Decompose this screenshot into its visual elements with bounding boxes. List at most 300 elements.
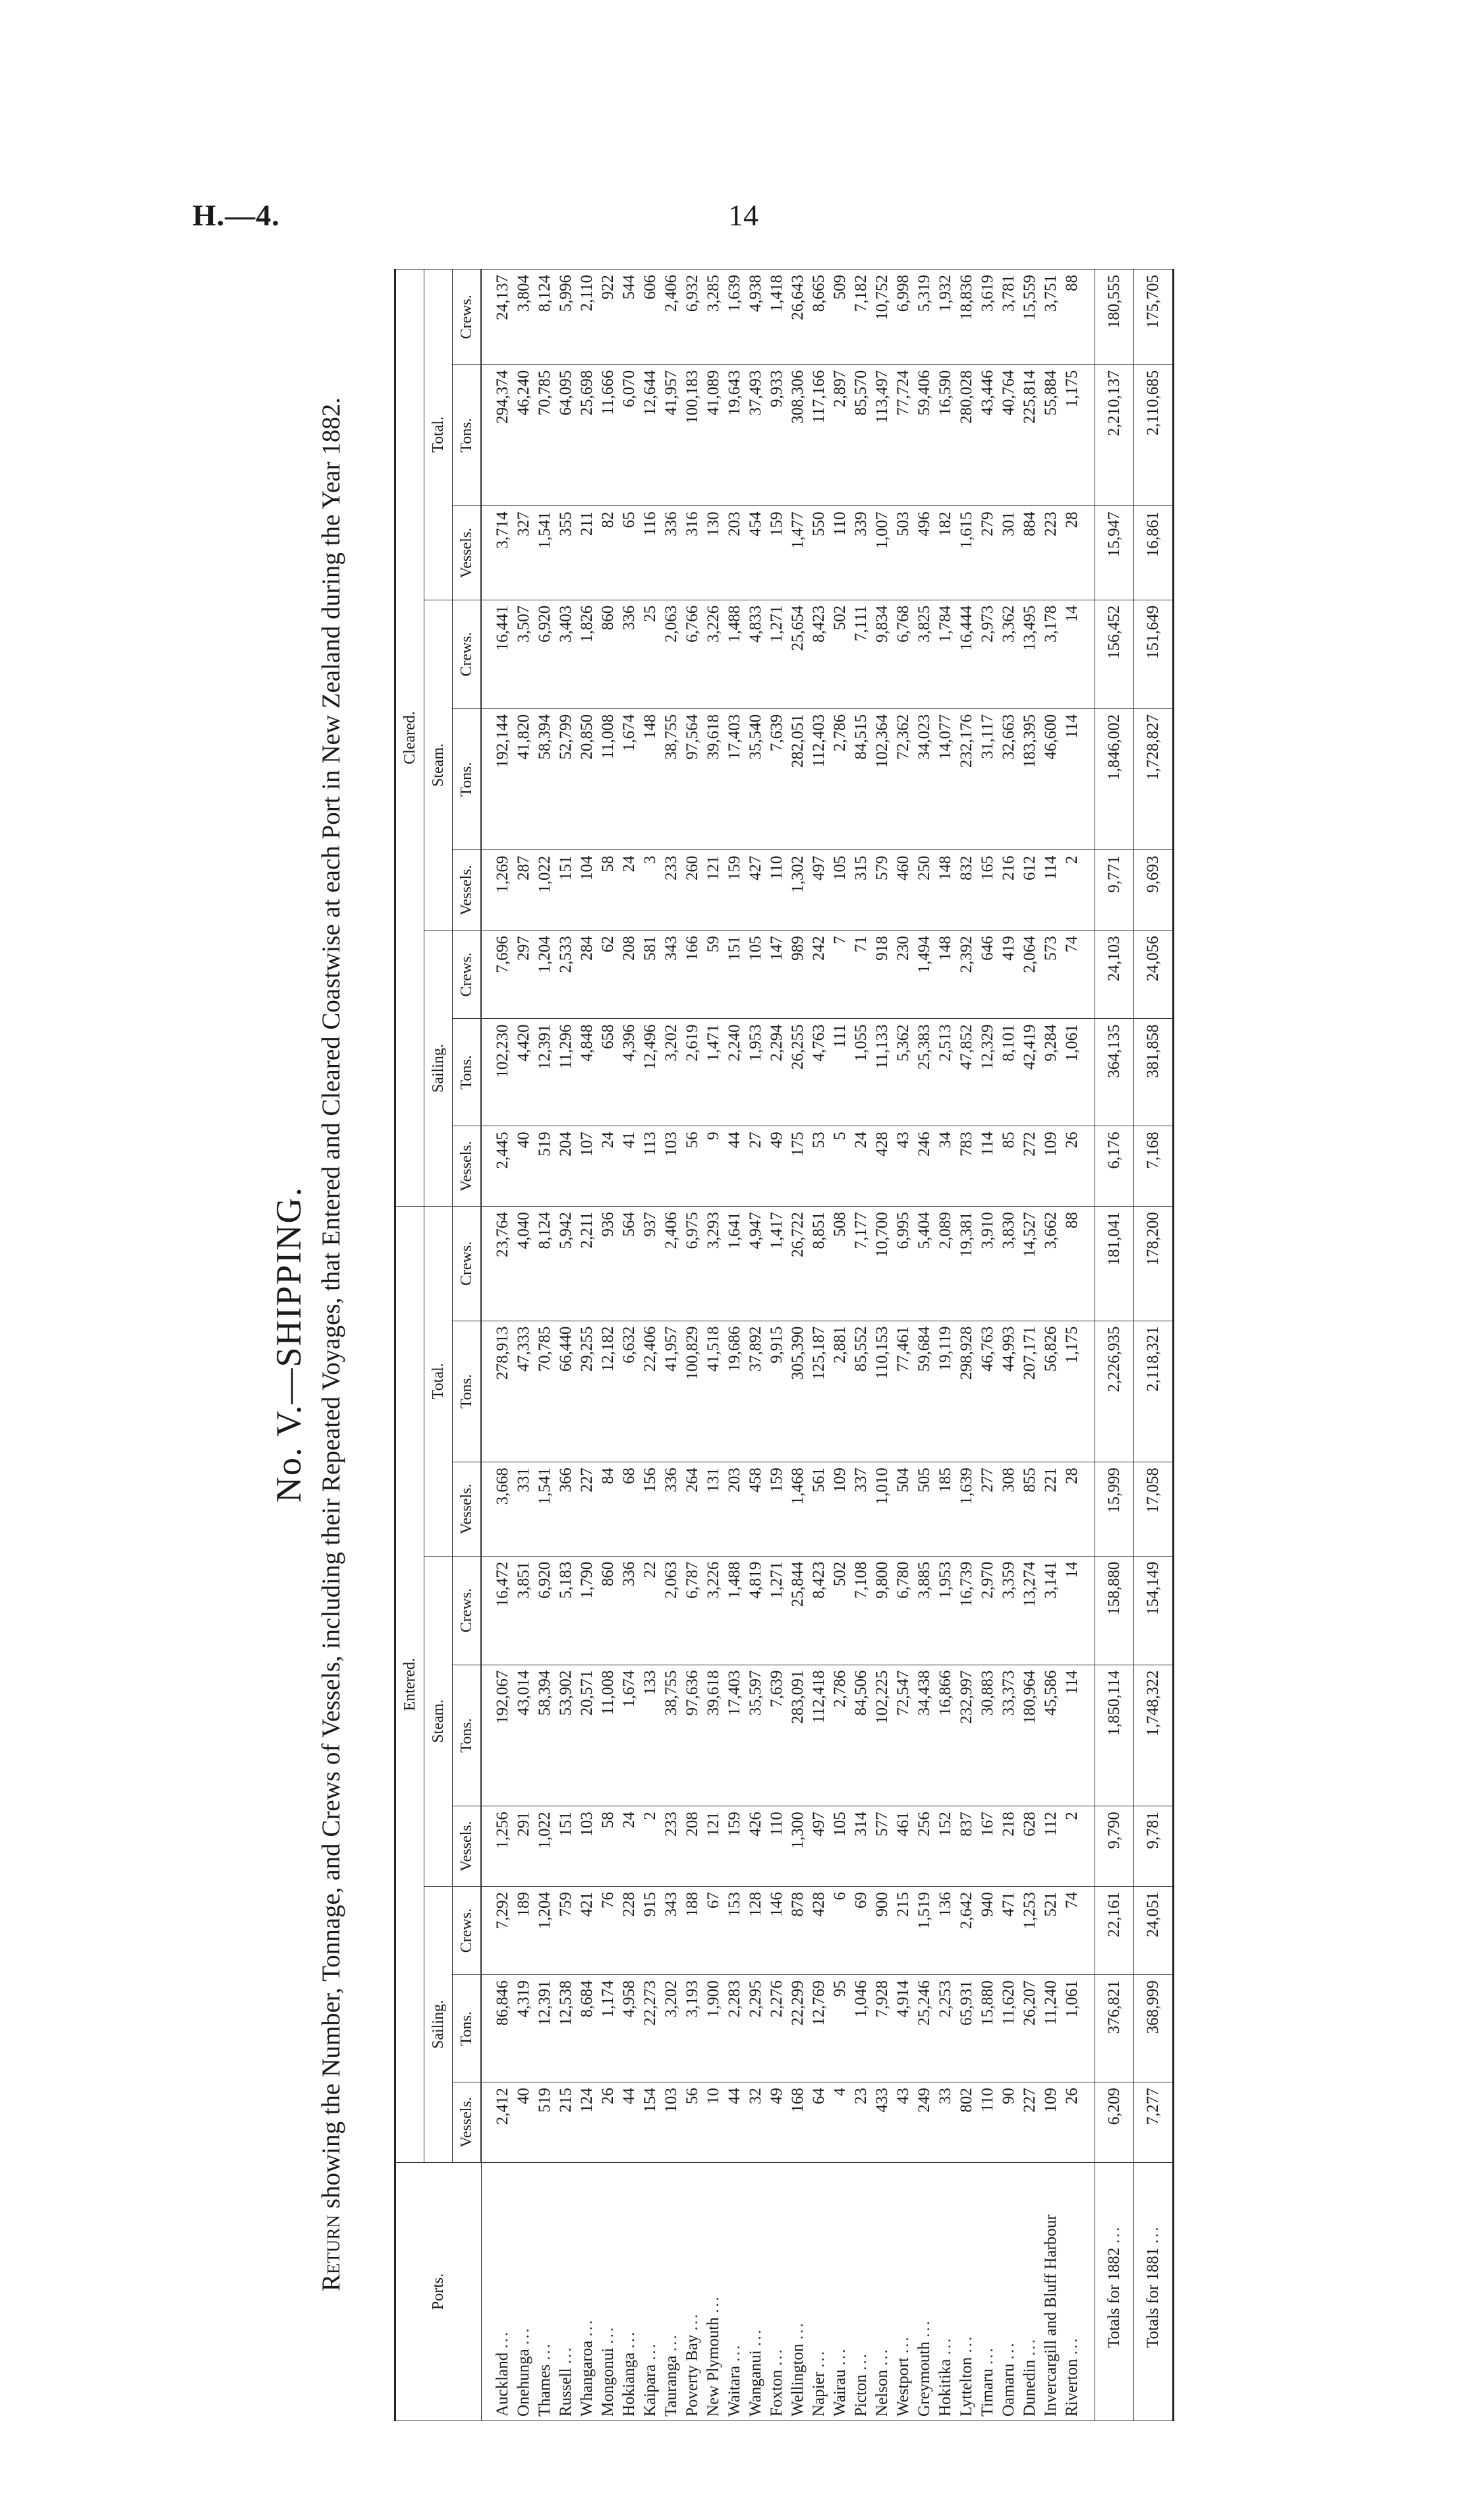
value-cell: 3,362 — [998, 600, 1019, 708]
value-cell: 11,620 — [998, 1975, 1019, 2082]
crews-column-header: Crews. — [453, 600, 482, 708]
value-cell: 502 — [830, 600, 851, 708]
value-cell: 2,064 — [1019, 931, 1041, 1019]
value-cell: 279 — [977, 506, 998, 600]
port-name-cell — [682, 2162, 703, 2421]
value-cell: 153 — [724, 1887, 745, 1975]
value-cell: 6,780 — [893, 1556, 914, 1665]
table-row — [893, 270, 914, 2421]
value-cell: 1,674 — [619, 708, 640, 850]
port-name: Hokianga — [620, 2352, 638, 2417]
value-cell: 148 — [640, 708, 661, 850]
value-cell: 1,253 — [1019, 1887, 1041, 1975]
port-name-cell — [766, 2162, 787, 2421]
tons-column-header: Tons. — [453, 1975, 482, 2082]
port-name-cell — [661, 2162, 682, 2421]
value-cell: 52,799 — [556, 708, 577, 850]
value-cell: 940 — [977, 1887, 998, 1975]
value-cell: 503 — [893, 506, 914, 600]
value-cell: 67 — [703, 1887, 724, 1975]
table-row — [766, 270, 787, 2421]
value-cell: 11,008 — [598, 1665, 619, 1806]
leader-dots: ... — [747, 2328, 764, 2347]
value-cell: 2,406 — [661, 270, 682, 365]
value-cell: 509 — [830, 270, 851, 365]
value-cell: 105 — [745, 931, 766, 1019]
total-value-cell: 180,555 — [1095, 270, 1134, 365]
value-cell: 783 — [956, 1126, 977, 1207]
value-cell: 203 — [724, 1462, 745, 1556]
value-cell: 3,359 — [998, 1556, 1019, 1665]
leader-dots: ... — [810, 2349, 828, 2368]
value-cell: 564 — [619, 1207, 640, 1321]
value-cell: 428 — [872, 1126, 893, 1207]
table-row — [703, 270, 724, 2421]
total-value-cell: 1,850,114 — [1095, 1665, 1134, 1806]
total-value-cell: 16,861 — [1134, 506, 1174, 600]
value-cell: 46,240 — [513, 364, 534, 506]
value-cell: 6,975 — [682, 1207, 703, 1321]
value-cell: 3,825 — [914, 600, 935, 708]
value-cell: 12,391 — [534, 1975, 556, 2082]
value-cell: 40 — [513, 1126, 534, 1207]
vessels-column-header: Vessels. — [453, 1126, 482, 1207]
leader-dots: ... — [704, 2295, 722, 2314]
value-cell: 35,540 — [745, 708, 766, 850]
value-cell: 646 — [977, 931, 998, 1019]
value-cell: 117,166 — [809, 364, 830, 506]
value-cell: 22,273 — [640, 1975, 661, 2082]
value-cell: 11,133 — [872, 1019, 893, 1126]
value-cell: 4,958 — [619, 1975, 640, 2082]
value-cell: 216 — [998, 850, 1019, 931]
value-cell: 3,178 — [1041, 600, 1062, 708]
value-cell: 84 — [598, 1462, 619, 1556]
value-cell: 433 — [872, 2082, 893, 2163]
value-cell: 3,226 — [703, 600, 724, 708]
value-cell: 233 — [661, 850, 682, 931]
total-value-cell: 156,452 — [1095, 600, 1134, 708]
value-cell: 2,240 — [724, 1019, 745, 1126]
value-cell: 458 — [745, 1462, 766, 1556]
value-cell: 1,256 — [481, 1806, 513, 1887]
value-cell: 1,175 — [1062, 1321, 1095, 1462]
leader-dots: ... — [789, 2321, 807, 2340]
value-cell: 5,404 — [914, 1207, 935, 1321]
value-cell: 460 — [893, 850, 914, 931]
value-cell: 419 — [998, 931, 1019, 1019]
value-cell: 427 — [745, 850, 766, 931]
value-cell: 84,506 — [851, 1665, 872, 1806]
value-cell: 1,639 — [956, 1462, 977, 1556]
value-cell: 69 — [851, 1887, 872, 1975]
value-cell: 5,183 — [556, 1556, 577, 1665]
value-cell: 918 — [872, 931, 893, 1019]
value-cell: 23,764 — [481, 1207, 513, 1321]
value-cell: 2,406 — [661, 1207, 682, 1321]
value-cell: 2 — [640, 1806, 661, 1887]
leader-dots: ... — [726, 2343, 743, 2362]
vessels-column-header: Vessels. — [453, 2082, 482, 2163]
value-cell: 97,564 — [682, 708, 703, 850]
value-cell: 15,559 — [1019, 270, 1041, 365]
crews-column-header: Crews. — [453, 1556, 482, 1665]
value-cell: 8,423 — [809, 600, 830, 708]
value-cell: 56 — [682, 2082, 703, 2163]
value-cell: 561 — [809, 1462, 830, 1556]
port-name: Oamaru — [1000, 2363, 1017, 2417]
value-cell: 581 — [640, 931, 661, 1019]
value-cell: 105 — [830, 850, 851, 931]
table-row — [914, 270, 935, 2421]
value-cell: 272 — [1019, 1126, 1041, 1207]
value-cell: 2,253 — [935, 1975, 956, 2082]
total-value-cell: 15,947 — [1095, 506, 1134, 600]
value-cell: 24 — [619, 850, 640, 931]
value-cell: 26,643 — [787, 270, 809, 365]
value-cell: 103 — [577, 1806, 598, 1887]
value-cell: 65,931 — [956, 1975, 977, 2082]
port-name-cell — [787, 2162, 809, 2421]
value-cell: 14 — [1062, 1556, 1095, 1665]
value-cell: 19,686 — [724, 1321, 745, 1462]
tons-column-header: Tons. — [453, 1665, 482, 1806]
value-cell: 6,932 — [682, 270, 703, 365]
cleared-header: Cleared. — [395, 270, 424, 1207]
value-cell: 1,541 — [534, 1462, 556, 1556]
value-cell: 159 — [766, 506, 787, 600]
value-cell: 7,639 — [766, 708, 787, 850]
value-cell: 26,255 — [787, 1019, 809, 1126]
value-cell: 519 — [534, 1126, 556, 1207]
value-cell: 90 — [998, 2082, 1019, 2163]
port-name: Mongonui — [599, 2347, 617, 2417]
value-cell: 1,932 — [935, 270, 956, 365]
value-cell: 72,547 — [893, 1665, 914, 1806]
total-value-cell: 24,056 — [1134, 931, 1174, 1019]
value-cell: 461 — [893, 1806, 914, 1887]
port-name-cell — [935, 2162, 956, 2421]
value-cell: 426 — [745, 1806, 766, 1887]
value-cell: 218 — [998, 1806, 1019, 1887]
value-cell: 308,306 — [787, 364, 809, 506]
value-cell: 937 — [640, 1207, 661, 1321]
value-cell: 246 — [914, 1126, 935, 1207]
value-cell: 27 — [745, 1126, 766, 1207]
total-value-cell: 7,277 — [1134, 2082, 1174, 2163]
subtitle-lead: Return — [317, 2214, 345, 2291]
value-cell: 29,255 — [577, 1321, 598, 1462]
subtitle-text: showing the Number, Tonnage, and Crews of Vessels, including their Repeated Voyages, that Entered and Cleared Coastwise at each Port in New Zealand during the Year 1882. — [317, 397, 345, 2209]
value-cell: 242 — [809, 931, 830, 1019]
value-cell: 110 — [977, 2082, 998, 2163]
value-cell: 5,942 — [556, 1207, 577, 1321]
value-cell: 2,970 — [977, 1556, 998, 1665]
value-cell: 26 — [598, 2082, 619, 2163]
value-cell: 1,953 — [935, 1556, 956, 1665]
value-cell: 1,300 — [787, 1806, 809, 1887]
value-cell: 22,406 — [640, 1321, 661, 1462]
value-cell: 336 — [619, 1556, 640, 1665]
value-cell: 151 — [724, 931, 745, 1019]
value-cell: 16,444 — [956, 600, 977, 708]
value-cell: 16,441 — [481, 600, 513, 708]
value-cell: 232,176 — [956, 708, 977, 850]
value-cell: 110 — [766, 850, 787, 931]
value-cell: 40 — [513, 2082, 534, 2163]
value-cell: 16,866 — [935, 1665, 956, 1806]
value-cell: 37,493 — [745, 364, 766, 506]
value-cell: 3,751 — [1041, 270, 1062, 365]
total-value-cell: 368,999 — [1134, 1975, 1174, 2082]
value-cell: 327 — [513, 506, 534, 600]
value-cell: 33,373 — [998, 1665, 1019, 1806]
total-value-cell: 376,821 — [1095, 1975, 1134, 2082]
value-cell: 43,014 — [513, 1665, 534, 1806]
value-cell: 2,513 — [935, 1019, 956, 1126]
value-cell: 4,947 — [745, 1207, 766, 1321]
value-cell: 12,182 — [598, 1321, 619, 1462]
value-cell: 40,764 — [998, 364, 1019, 506]
value-cell: 1,061 — [1062, 1975, 1095, 2082]
value-cell: 3,781 — [998, 270, 1019, 365]
vessels-column-header: Vessels. — [453, 1806, 482, 1887]
value-cell: 30,883 — [977, 1665, 998, 1806]
leader-dots: ... — [768, 2347, 785, 2366]
total-value-cell: 9,771 — [1095, 850, 1134, 931]
value-cell: 71 — [851, 931, 872, 1019]
ports-header: Ports. — [395, 2162, 482, 2421]
page-id: H.—4. — [192, 198, 280, 232]
value-cell: 915 — [640, 1887, 661, 1975]
value-cell: 230 — [893, 931, 914, 1019]
value-cell: 1,488 — [724, 1556, 745, 1665]
value-cell: 8,423 — [809, 1556, 830, 1665]
value-cell: 2,283 — [724, 1975, 745, 2082]
value-cell: 1,468 — [787, 1462, 809, 1556]
totals-row — [1134, 270, 1174, 2421]
value-cell: 4,819 — [745, 1556, 766, 1665]
value-cell: 6,995 — [893, 1207, 914, 1321]
value-cell: 116 — [640, 506, 661, 600]
total-value-cell: 154,149 — [1134, 1556, 1174, 1665]
table-row — [787, 270, 809, 2421]
value-cell: 3,910 — [977, 1207, 998, 1321]
port-name-cell — [745, 2162, 766, 2421]
value-cell: 577 — [872, 1806, 893, 1887]
value-cell: 25 — [640, 600, 661, 708]
value-cell: 2,642 — [956, 1887, 977, 1975]
port-name: Greymouth — [915, 2341, 933, 2417]
value-cell: 17,403 — [724, 708, 745, 850]
value-cell: 136 — [935, 1887, 956, 1975]
value-cell: 1,641 — [724, 1207, 745, 1321]
value-cell: 7,111 — [851, 600, 872, 708]
value-cell: 336 — [661, 506, 682, 600]
value-cell: 505 — [914, 1462, 935, 1556]
value-cell: 59,684 — [914, 1321, 935, 1462]
rotated-content — [264, 264, 1318, 2425]
value-cell: 7,108 — [851, 1556, 872, 1665]
value-cell: 3,202 — [661, 1019, 682, 1126]
value-cell: 315 — [851, 850, 872, 931]
value-cell: 189 — [513, 1887, 534, 1975]
value-cell: 53 — [809, 1126, 830, 1207]
value-cell: 31,117 — [977, 708, 998, 850]
total-value-cell: 24,051 — [1134, 1887, 1174, 1975]
value-cell: 111 — [830, 1019, 851, 1126]
totals-label: Totals for 1881 — [1144, 2247, 1162, 2348]
total-value-cell: 1,748,322 — [1134, 1665, 1174, 1806]
tons-column-header: Tons. — [453, 364, 482, 506]
value-cell: 39,618 — [703, 708, 724, 850]
tons-column-header: Tons. — [453, 1321, 482, 1462]
value-cell: 339 — [851, 506, 872, 600]
value-cell: 1,010 — [872, 1462, 893, 1556]
value-cell: 49 — [766, 1126, 787, 1207]
value-cell: 521 — [1041, 1887, 1062, 1975]
value-cell: 4,938 — [745, 270, 766, 365]
port-name: Timaru — [979, 2368, 996, 2417]
value-cell: 3 — [640, 850, 661, 931]
value-cell: 5,996 — [556, 270, 577, 365]
port-name-cell — [513, 2162, 534, 2421]
value-cell: 185 — [935, 1462, 956, 1556]
value-cell: 44 — [724, 1126, 745, 1207]
value-cell: 802 — [956, 2082, 977, 2163]
value-cell: 82 — [598, 506, 619, 600]
port-name: Auckland — [493, 2352, 511, 2417]
value-cell: 105 — [830, 1806, 851, 1887]
value-cell: 3,619 — [977, 270, 998, 365]
value-cell: 175 — [787, 1126, 809, 1207]
value-cell: 34 — [935, 1126, 956, 1207]
value-cell: 1,061 — [1062, 1019, 1095, 1126]
value-cell: 2,089 — [935, 1207, 956, 1321]
value-cell: 3,285 — [703, 270, 724, 365]
value-cell: 256 — [914, 1806, 935, 1887]
value-cell: 283,091 — [787, 1665, 809, 1806]
value-cell: 305,390 — [787, 1321, 809, 1462]
table-row — [998, 270, 1019, 2421]
table-row — [481, 270, 513, 2421]
value-cell: 2,973 — [977, 600, 998, 708]
value-cell: 2,295 — [745, 1975, 766, 2082]
value-cell: 1,269 — [481, 850, 513, 931]
value-cell: 12,329 — [977, 1019, 998, 1126]
value-cell: 68 — [619, 1462, 640, 1556]
value-cell: 41,089 — [703, 364, 724, 506]
total-value-cell: 15,999 — [1095, 1462, 1134, 1556]
value-cell: 39,618 — [703, 1665, 724, 1806]
value-cell: 1,046 — [851, 1975, 872, 2082]
value-cell: 26 — [1062, 1126, 1095, 1207]
value-cell: 1,471 — [703, 1019, 724, 1126]
value-cell: 282,051 — [787, 708, 809, 850]
table-row — [745, 270, 766, 2421]
value-cell: 233 — [661, 1806, 682, 1887]
value-cell: 4,420 — [513, 1019, 534, 1126]
value-cell: 70,785 — [534, 364, 556, 506]
value-cell: 8,851 — [809, 1207, 830, 1321]
value-cell: 102,230 — [481, 1019, 513, 1126]
value-cell: 113,497 — [872, 364, 893, 506]
total-value-cell: 364,135 — [1095, 1019, 1134, 1126]
value-cell: 44 — [724, 2082, 745, 2163]
port-name-cell — [1019, 2162, 1041, 2421]
value-cell: 12,391 — [534, 1019, 556, 1126]
value-cell: 228 — [619, 1887, 640, 1975]
port-name-cell — [724, 2162, 745, 2421]
value-cell: 59,406 — [914, 364, 935, 506]
value-cell: 20,571 — [577, 1665, 598, 1806]
value-cell: 1,174 — [598, 1975, 619, 2082]
value-cell: 6,632 — [619, 1321, 640, 1462]
value-cell: 25,698 — [577, 364, 598, 506]
value-cell: 208 — [682, 1806, 703, 1887]
value-cell: 112 — [1041, 1806, 1062, 1887]
value-cell: 8,124 — [534, 270, 556, 365]
value-cell: 6,998 — [893, 270, 914, 365]
vessels-column-header: Vessels. — [453, 1462, 482, 1556]
value-cell: 72,362 — [893, 708, 914, 850]
value-cell: 14 — [1062, 600, 1095, 708]
value-cell: 37,892 — [745, 1321, 766, 1462]
value-cell: 573 — [1041, 931, 1062, 1019]
value-cell: 131 — [703, 1462, 724, 1556]
value-cell: 3,403 — [556, 600, 577, 708]
port-name: Onehunga — [515, 2349, 532, 2417]
total-value-cell: 1,728,827 — [1134, 708, 1174, 850]
total-value-cell: 24,103 — [1095, 931, 1134, 1019]
table-row — [682, 270, 703, 2421]
value-cell: 20,850 — [577, 708, 598, 850]
value-cell: 35,597 — [745, 1665, 766, 1806]
value-cell: 2,294 — [766, 1019, 787, 1126]
crews-column-header: Crews. — [453, 1207, 482, 1321]
value-cell: 225,814 — [1019, 364, 1041, 506]
total-value-cell: 2,110,685 — [1134, 364, 1174, 506]
value-cell: 100,183 — [682, 364, 703, 506]
value-cell: 612 — [1019, 850, 1041, 931]
leader-dots: ... — [1021, 2337, 1039, 2356]
total-value-cell: 2,210,137 — [1095, 364, 1134, 506]
value-cell: 182 — [935, 506, 956, 600]
value-cell: 579 — [872, 850, 893, 931]
value-cell: 58 — [598, 1806, 619, 1887]
value-cell: 336 — [661, 1462, 682, 1556]
port-name-cell — [914, 2162, 935, 2421]
value-cell: 6,787 — [682, 1556, 703, 1665]
value-cell: 3,226 — [703, 1556, 724, 1665]
value-cell: 287 — [513, 850, 534, 931]
crews-column-header: Crews. — [453, 270, 482, 365]
value-cell: 43,446 — [977, 364, 998, 506]
value-cell: 277 — [977, 1462, 998, 1556]
value-cell: 2,881 — [830, 1321, 851, 1462]
value-cell: 207,171 — [1019, 1321, 1041, 1462]
value-cell: 316 — [682, 506, 703, 600]
value-cell: 471 — [998, 1887, 1019, 1975]
port-name-cell — [977, 2162, 998, 2421]
entered-header: Entered. — [395, 1207, 424, 2163]
port-name: Westport — [894, 2357, 912, 2417]
value-cell: 64 — [809, 2082, 830, 2163]
value-cell: 1,271 — [766, 600, 787, 708]
value-cell: 1,302 — [787, 850, 809, 931]
value-cell: 301 — [998, 506, 1019, 600]
value-cell: 43 — [893, 2082, 914, 2163]
